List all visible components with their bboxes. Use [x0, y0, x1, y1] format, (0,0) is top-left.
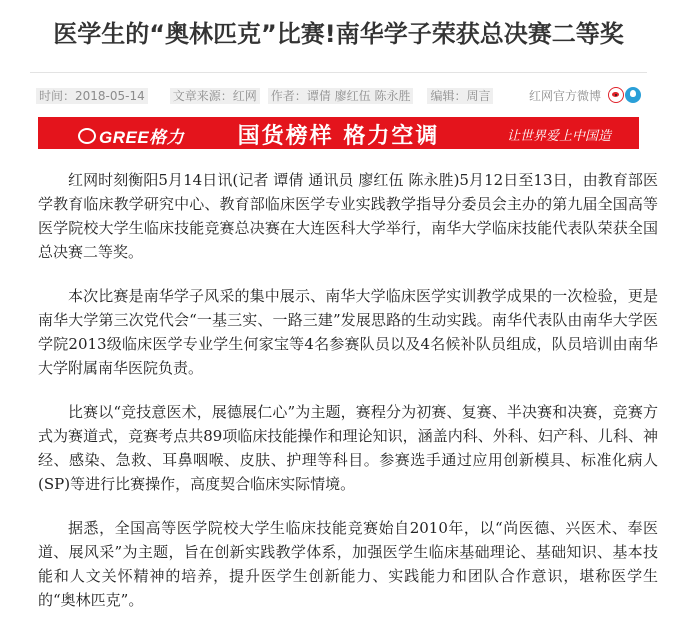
author-value: 谭倩 廖红伍 陈永胜 — [306, 89, 411, 103]
ad-tagline: 让世界爱上中国造 — [506, 129, 611, 144]
author-label: 作者： — [270, 89, 307, 103]
article-source — [170, 88, 260, 104]
title-divider — [30, 72, 647, 73]
brand-text: GREE格力 — [99, 128, 185, 147]
article-meta — [36, 86, 641, 106]
paragraph: 红网时刻衡阳5月14日讯(记者 谭倩 通讯员 廖红伍 陈永胜)5月12日至13日，由教育部医学教育临床教学研究中心、教育部临床医学专业实践教学指导分委员会主办的第九届全国高等医学院校大学生临床技能竞赛总决赛在大连医科大学举行，南华大学临床技能代表队荣获全国总决赛二等奖。 — [38, 171, 658, 261]
editor-value: 周言 — [466, 89, 491, 103]
article-author — [268, 88, 414, 104]
share-icons — [607, 84, 641, 104]
editor-label: 编辑： — [430, 89, 467, 103]
time-label: 时间： — [39, 89, 76, 103]
source-label: 文章来源： — [172, 89, 233, 103]
article-body — [38, 168, 658, 632]
weibo-link[interactable]: 红网官方微博 — [528, 89, 601, 103]
article-editor — [427, 88, 493, 104]
ad-slogan: 国货榜样 格力空调 — [237, 124, 440, 149]
qq-icon[interactable] — [625, 87, 641, 103]
weibo-icon[interactable] — [608, 87, 624, 103]
article-title: 医学生的“奥林匹克”比赛!南华学子荣获总决赛二等奖 — [53, 20, 624, 48]
paragraph: 比赛以“竞技意医术，展德展仁心”为主题，赛程分为初赛、复赛、半决赛和决赛，竞赛方式为赛道式，竞赛考点共89项临床技能操作和理论知识，涵盖内科、外科、妇产科、儿科、神经、感染、急救、耳鼻咽喉、皮肤、护理等科目。参赛选手通过应用创新模具、标准化病人(SP)等进行比赛操作，高度契合临床实际情境。 — [38, 403, 658, 493]
source-value[interactable]: 红网 — [232, 89, 257, 103]
time-value: 2018-05-14 — [75, 89, 145, 103]
publish-time — [36, 88, 148, 104]
paragraph: 本次比赛是南华学子风采的集中展示、南华大学临床医学实训教学成果的一次检验，更是南华大学第三次党代会“一基三实、一路三建”发展思路的生动实践。南华代表队由南华大学医学院2013级临床医学专业学生何家宝等4名参赛队员以及4名候补队员组成，队员培训由南华大学附属南华医院负责。 — [38, 287, 658, 377]
ad-banner[interactable] — [38, 117, 639, 149]
paragraph: 据悉，全国高等医学院校大学生临床技能竞赛始自2010年，以“尚医德、兴医术、奉医道、展风采”为主题，旨在创新实践教学体系，加强医学生临床基础理论、基础知识、基本技能和人文关怀精神的培养，提升医学生创新能力、实践能力和团队合作意识，堪称医学生的“奥林匹克”。 — [38, 519, 658, 609]
